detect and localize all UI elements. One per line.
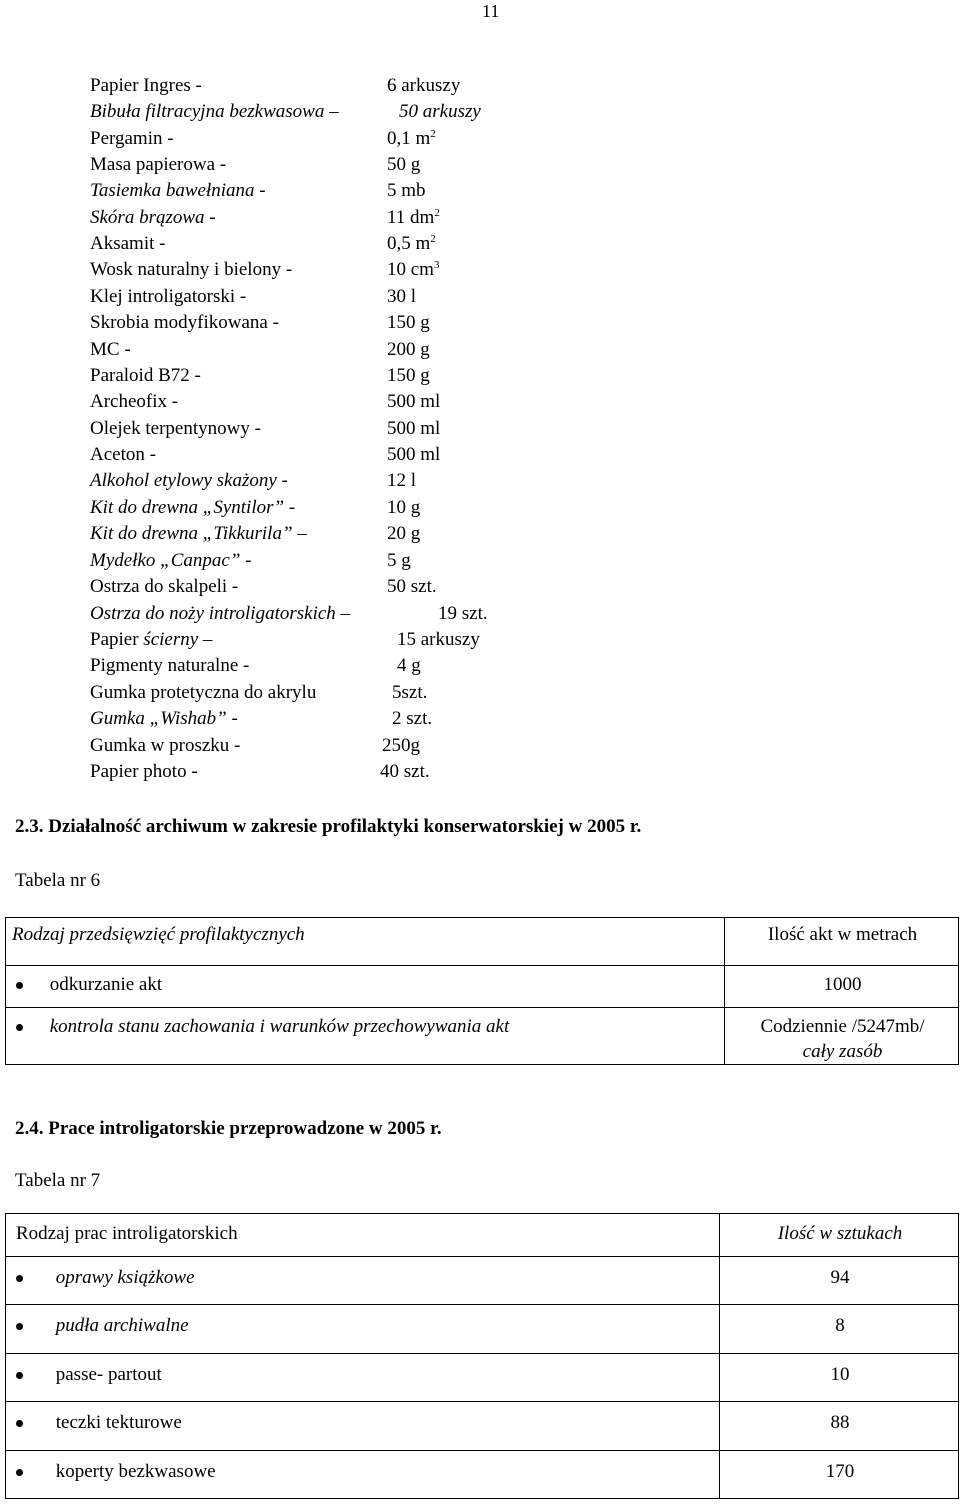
column-header: Ilość w sztukach (720, 1214, 959, 1257)
table-cell (6, 1402, 720, 1451)
material-name: Alkohol etylowy skażony - (90, 470, 288, 491)
material-qty: 0,1 $m^2$ (387, 128, 436, 149)
material-row (90, 364, 550, 388)
material-qty: 5 g (387, 550, 411, 571)
material-row (90, 338, 550, 362)
table-header-row (6, 1214, 959, 1257)
bullet-icon (16, 1275, 23, 1282)
material-qty: 500 ml (387, 391, 441, 412)
material-qty: 30 l (387, 286, 417, 307)
material-name: Olejek terpentynowy - (90, 418, 261, 439)
material-name: Kit do drewna „Tikkurila” – (90, 523, 307, 544)
table-row (6, 1305, 959, 1354)
material-row (90, 258, 550, 282)
table-cell (6, 1354, 720, 1402)
material-qty: 11 $dm^2$ (387, 207, 440, 228)
bullet-icon (16, 1323, 23, 1330)
table-row (6, 966, 959, 1008)
material-name: Archeofix - (90, 391, 179, 412)
table-row (6, 1008, 959, 1065)
material-qty: 19 szt. (438, 603, 488, 624)
page-number: 11 (482, 1, 500, 21)
material-name: Mydełko „Canpac” - (90, 550, 252, 571)
table-cell (6, 1451, 720, 1499)
table-introligatorskie (5, 1213, 959, 1499)
table-cell (6, 1257, 720, 1305)
material-row (90, 602, 550, 626)
material-qty: 15 arkuszy (397, 629, 480, 650)
table-row (6, 1402, 959, 1451)
material-row (90, 496, 550, 520)
material-name: Gumka protetyczna do akrylu (90, 682, 317, 703)
material-qty: 10 $cm^3$ (387, 259, 440, 280)
row-label: teczki tekturowe (55, 1412, 182, 1433)
material-row (90, 74, 550, 98)
row-value: 10 (720, 1354, 959, 1402)
material-name: Masa papierowa - (90, 154, 227, 175)
bullet-icon (16, 1372, 23, 1379)
material-row (90, 100, 550, 124)
material-row (90, 285, 550, 309)
material-name: Pigmenty naturalne - (90, 655, 250, 676)
bullet-icon (16, 1024, 23, 1031)
material-name: Bibuła filtracyjna bezkwasowa – (90, 101, 339, 122)
material-qty: 50 g (387, 154, 421, 175)
row-label: kontrola stanu zachowania i warunków przechowywania akt (49, 1016, 510, 1037)
material-name: Pergamin - (90, 128, 174, 149)
material-qty: 4 g (397, 655, 421, 676)
material-qty: 40 szt. (380, 761, 430, 782)
material-row (90, 575, 550, 599)
material-qty: 6 arkuszy (387, 75, 461, 96)
material-row (90, 443, 550, 467)
material-qty: 2 szt. (392, 708, 433, 729)
column-header: Ilość akt w metrach (725, 918, 959, 966)
table-header-row (6, 918, 959, 966)
material-name: Papier photo - (90, 761, 198, 782)
material-qty: 5szt. (392, 682, 428, 703)
material-name: MC - (90, 339, 131, 360)
table-label: Tabela nr 6 (15, 870, 101, 891)
material-row (90, 681, 550, 705)
material-name: Tasiemka bawełniana - (90, 180, 266, 201)
material-name: Skóra brązowa - (90, 207, 216, 228)
row-value: 170 (720, 1451, 959, 1499)
material-qty: 0,5 $m^2$ (387, 233, 436, 254)
table-cell (6, 1008, 725, 1065)
material-qty: 500 ml (387, 418, 441, 439)
material-name: Paraloid B72 - (90, 365, 201, 386)
material-qty: 20 g (387, 523, 421, 544)
material-qty: 5 mb (387, 180, 426, 201)
material-name: Papier ścierny – (90, 629, 213, 650)
column-header: Rodzaj prac introligatorskich (6, 1214, 720, 1257)
material-qty: 50 arkuszy (399, 101, 481, 122)
material-row (90, 549, 550, 573)
row-value: 88 (720, 1402, 959, 1451)
material-qty: 250g (382, 735, 420, 756)
material-name: Skrobia modyfikowana - (90, 312, 279, 333)
material-row (90, 390, 550, 414)
material-row (90, 153, 550, 177)
material-row (90, 522, 550, 546)
material-name: Aceton - (90, 444, 156, 465)
bullet-icon (16, 1469, 23, 1476)
material-row (90, 206, 550, 230)
row-label: koperty bezkwasowe (55, 1461, 216, 1482)
material-name: Klej introligatorski - (90, 286, 247, 307)
row-value: 8 (720, 1305, 959, 1354)
material-name: Ostrza do skalpeli - (90, 576, 239, 597)
row-value: 94 (720, 1257, 959, 1305)
material-qty: 150 g (387, 365, 430, 386)
table-cell (6, 1305, 720, 1354)
table-label: Tabela nr 7 (15, 1170, 101, 1191)
material-name: Papier Ingres - (90, 75, 202, 96)
material-qty: 150 g (387, 312, 430, 333)
column-header: Rodzaj przedsięwzięć profilaktycznych (6, 918, 725, 966)
material-row (90, 628, 550, 652)
material-row (90, 654, 550, 678)
material-name: Wosk naturalny i bielony - (90, 259, 293, 280)
material-qty: 50 szt. (387, 576, 437, 597)
material-qty: 500 ml (387, 444, 441, 465)
material-row (90, 311, 550, 335)
material-qty: 10 g (387, 497, 421, 518)
row-label: oprawy książkowe (55, 1267, 195, 1288)
material-row (90, 127, 550, 151)
material-row (90, 707, 550, 731)
table-row (6, 1257, 959, 1305)
material-name: Gumka „Wishab” - (90, 708, 238, 729)
bullet-icon (16, 1420, 23, 1427)
table-row (6, 1354, 959, 1402)
table-cell (6, 966, 725, 1008)
material-qty: 200 g (387, 339, 430, 360)
material-name: Kit do drewna „Syntilor” - (90, 497, 296, 518)
material-qty: 12 l (387, 470, 417, 491)
row-value: Codziennie /5247mb/ cały zasób (725, 1008, 959, 1065)
material-row (90, 179, 550, 203)
material-row (90, 469, 550, 493)
section-heading: 2.4. Prace introligatorskie przeprowadzone w 2005 r. (15, 1118, 442, 1139)
material-row (90, 760, 550, 784)
material-row (90, 734, 550, 758)
section-heading: 2.3. Działalność archiwum w zakresie profilaktyki konserwatorskiej w 2005 r. (15, 816, 642, 837)
row-label: passe- partout (55, 1364, 162, 1385)
row-value: 1000 (725, 966, 959, 1008)
material-name: Gumka w proszku - (90, 735, 241, 756)
row-label: odkurzanie akt (49, 974, 163, 995)
material-row (90, 417, 550, 441)
row-label: pudła archiwalne (55, 1315, 189, 1336)
bullet-icon (16, 982, 23, 989)
table-row (6, 1451, 959, 1499)
material-name: Aksamit - (90, 233, 166, 254)
table-profilaktyka (5, 917, 959, 1065)
material-name: Ostrza do noży introligatorskich – (90, 603, 351, 624)
material-row (90, 232, 550, 256)
